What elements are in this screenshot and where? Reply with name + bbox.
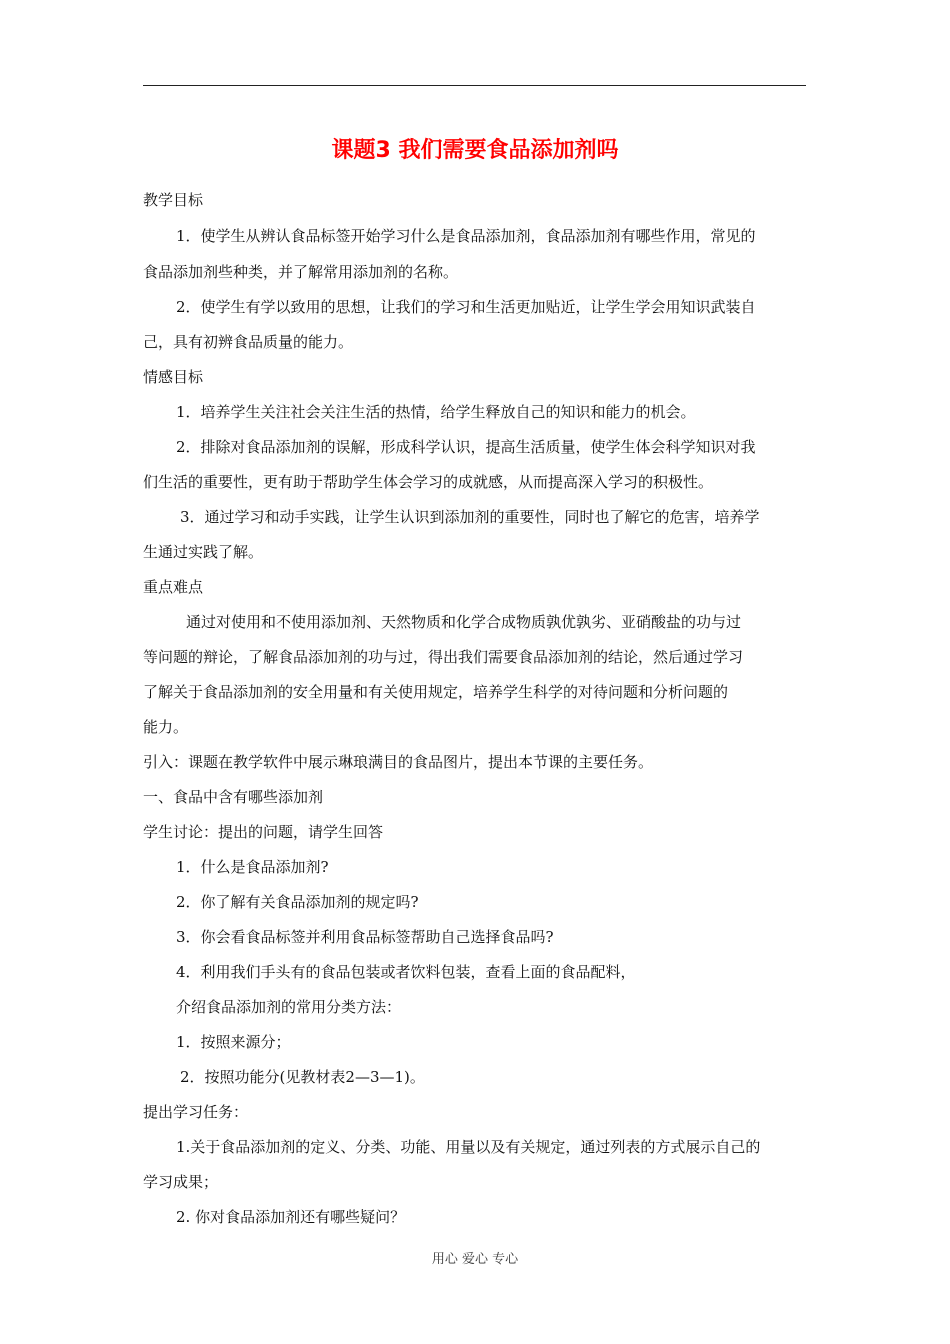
page-title: 课题3 我们需要食品添加剂吗: [331, 138, 619, 163]
list-item: 2. 你对食品添加剂还有哪些疑问？: [176, 1208, 406, 1226]
paragraph-line: 能力。: [143, 718, 189, 736]
paragraph-line: 们生活的重要性，更有助于帮助学生体会学习的成就感，从而提高深入学习的积极性。: [143, 473, 714, 491]
section-heading: 情感目标: [143, 368, 204, 386]
paragraph-line: 2．排除对食品添加剂的误解，形成科学认识，提高生活质量，使学生体会科学知识对我: [176, 438, 756, 456]
paragraph-line: 己，具有初辨食品质量的能力。: [143, 333, 354, 351]
section-heading: 重点难点: [143, 578, 204, 596]
paragraph-line: 通过对使用和不使用添加剂、天然物质和化学合成物质孰优孰劣、亚硝酸盐的功与过: [186, 613, 742, 631]
paragraph-line: 生通过实践了解。: [143, 543, 264, 561]
page-footer: 用心 爱心 专心: [431, 1252, 519, 1267]
paragraph-line: 1．使学生从辨认食品标签开始学习什么是食品添加剂，食品添加剂有哪些作用，常见的: [176, 227, 756, 245]
paragraph-line: 食品添加剂些种类，并了解常用添加剂的名称。: [143, 263, 459, 281]
paragraph-line: 等问题的辩论，了解食品添加剂的功与过，得出我们需要食品添加剂的结论，然后通过学习: [143, 648, 744, 666]
section-heading: 教学目标: [143, 191, 204, 209]
list-item: 2．你了解有关食品添加剂的规定吗?: [176, 893, 419, 911]
paragraph-line: 学生讨论：提出的问题，请学生回答: [143, 823, 384, 841]
paragraph-line: 介绍食品添加剂的常用分类方法：: [176, 998, 402, 1016]
list-item: 3．你会看食品标签并利用食品标签帮助自己选择食品吗?: [176, 928, 554, 946]
paragraph-line: 1．培养学生关注社会关注生活的热情，给学生释放自己的知识和能力的机会。: [176, 403, 696, 421]
list-item: 4．利用我们手头有的食品包装或者饮料包装，查看上面的食品配料，: [176, 963, 636, 981]
paragraph-line: 了解关于食品添加剂的安全用量和有关使用规定，培养学生科学的对待问题和分析问题的: [143, 683, 729, 701]
section-heading: 一、食品中含有哪些添加剂: [143, 788, 324, 806]
paragraph-line: 引入：课题在教学软件中展示琳琅满目的食品图片，提出本节课的主要任务。: [143, 753, 654, 771]
header-rule: [143, 85, 806, 86]
paragraph-line: 3．通过学习和动手实践，让学生认识到添加剂的重要性，同时也了解它的危害，培养学: [180, 508, 760, 526]
section-heading: 提出学习任务：: [143, 1103, 249, 1121]
list-item: 2．按照功能分(见教材表2—3—1)。: [180, 1068, 425, 1086]
list-item: 1.关于食品添加剂的定义、分类、功能、用量以及有关规定，通过列表的方式展示自己的: [176, 1138, 761, 1156]
list-item: 1．什么是食品添加剂?: [176, 858, 329, 876]
paragraph-line: 2．使学生有学以致用的思想，让我们的学习和生活更加贴近，让学生学会用知识武装自: [176, 298, 756, 316]
list-item: 1．按照来源分；: [176, 1033, 291, 1051]
paragraph-line: 学习成果；: [143, 1173, 219, 1191]
